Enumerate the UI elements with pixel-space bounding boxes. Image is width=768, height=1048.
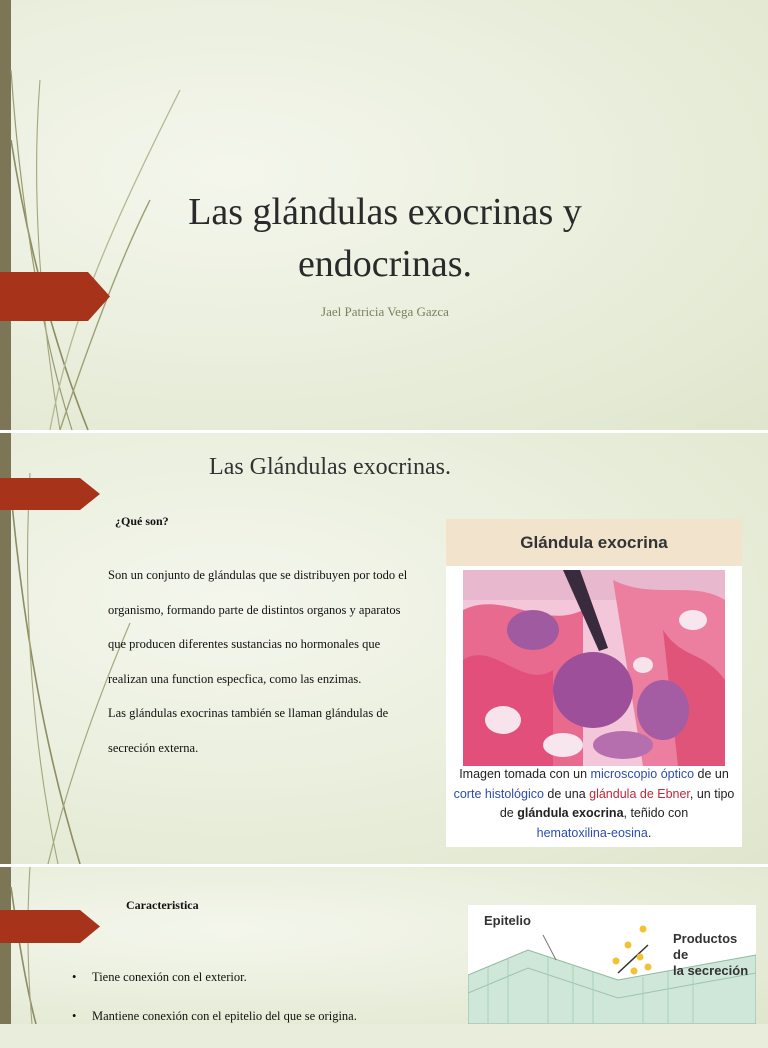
- link-hematoxylin[interactable]: hematoxilina-eosina: [536, 825, 648, 840]
- slide-title: [0, 0, 768, 430]
- definition-text: [108, 558, 418, 765]
- accent-arrow: [0, 478, 100, 510]
- label-products: Productos de la secreción: [673, 931, 749, 978]
- figure-caption: Imagen tomada con un microscopio óptico de un corte histológico de una glándula de Ebner, un tipo de glándula exocrina, teñido con hematoxilina-eosina.: [453, 767, 735, 840]
- link-microscope[interactable]: microscopio óptico: [590, 767, 695, 781]
- left-bar: [0, 867, 11, 1024]
- left-bar: [0, 0, 11, 430]
- link-ebner[interactable]: glándula de Ebner: [589, 786, 690, 801]
- paragraph-2: Las glándulas exocrinas también se llaman glándulas de secreción externa.: [108, 706, 389, 755]
- author-name: Jael Patricia Vega Gazca: [321, 304, 449, 319]
- paragraph-1: Son un conjunto de glándulas que se distribuyen por todo el organismo, formando parte de distintos organos y aparatos que producen diferentes sustancias no hormonales que realizan una function especfica, como las enzimas.: [108, 568, 408, 686]
- accent-arrow: [0, 910, 100, 943]
- list-item: • Mantiene conexión con el epitelio del que se origina.: [72, 1009, 432, 1024]
- list-item: • Tiene conexión con el exterior.: [72, 970, 432, 985]
- epithelium-diagram: [468, 905, 756, 1024]
- accent-arrow: [0, 272, 110, 321]
- characteristics-heading: Caracteristica: [126, 898, 199, 912]
- histology-image: [463, 570, 725, 766]
- slide-title-exocrine: Las Glándulas exocrinas.: [209, 454, 451, 480]
- link-histology[interactable]: corte histológico: [453, 786, 544, 801]
- question-heading: ¿Qué son?: [115, 514, 169, 528]
- label-epithelium: Epitelio: [484, 913, 531, 928]
- exocrine-gland-figure: [446, 519, 742, 847]
- presentation-title: Las glándulas exocrinas y endocrinas.: [188, 191, 582, 285]
- figure-heading: Glándula exocrina: [446, 519, 742, 566]
- characteristics-list: [72, 970, 432, 1048]
